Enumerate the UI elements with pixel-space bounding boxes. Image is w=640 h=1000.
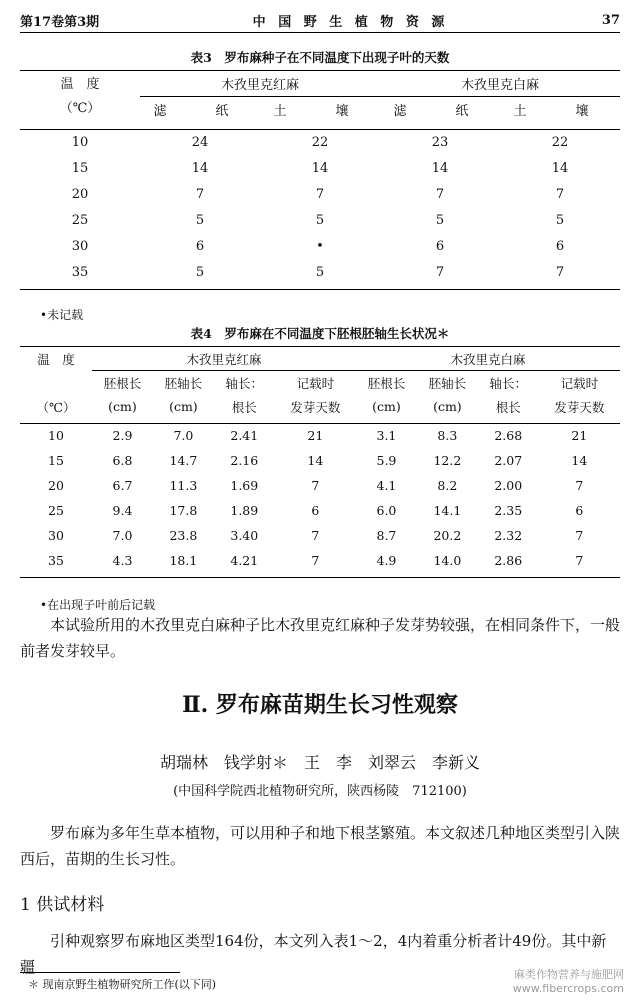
temperature-cell: 10 [48,428,64,444]
temp-unit: （℃） [36,399,76,415]
value-cell: 4.9 [376,553,397,568]
footnote: ＊ 现南京野生植物研究所工作(以下同) [28,978,217,991]
value-cell: 14.7 [169,453,198,468]
column-header-unit: 根长 [231,399,257,415]
value-cell: 2.00 [494,478,523,493]
temp-label: 温 度 [37,351,75,367]
table-row [20,523,620,548]
value-cell: 6 [195,238,205,254]
value-cell: 18.1 [169,553,198,568]
value-cell: 9.4 [112,503,133,518]
column-header: 胚轴长 [164,375,203,391]
value-cell: 2.16 [230,453,259,468]
value-cell: 7.0 [112,528,133,543]
table-row [20,473,620,498]
affiliation: (中国科学院西北植物研究所，陕西杨陵 712100) [173,784,467,799]
value-cell: 14.0 [433,553,462,568]
value-cell: 8.2 [437,478,458,493]
value-cell: 12.2 [433,453,462,468]
value-cell: 14 [191,160,209,176]
value-cell: 7 [311,478,320,493]
value-cell: 7 [195,186,205,202]
column-header-unit: 发芽天数 [290,399,341,415]
temperature-cell: 15 [71,160,89,176]
value-cell: 14 [551,160,569,176]
page-number: 37 [601,12,620,28]
value-cell: 2.41 [230,428,259,444]
table-4-note: •在出现子叶前后记载 [40,598,156,612]
subsection-heading: 1 供试材料 [20,895,105,915]
value-cell: 5 [435,212,445,228]
subhead-soil: 土 壤 [273,104,367,120]
column-header: 胚根长 [367,375,406,391]
value-cell: 5 [195,264,205,280]
value-cell: 6.8 [112,453,133,468]
column-header-unit: 根长 [495,399,521,415]
value-cell: 6 [555,238,565,254]
value-cell: 20.2 [433,528,462,543]
value-cell: 17.8 [169,503,198,518]
value-cell: 7 [315,186,325,202]
group-header-red: 木孜里克红麻 [140,71,380,97]
table-4-caption: 表4 罗布麻在不同温度下胚根胚轴生长状况＊ [190,326,450,341]
value-cell: 2.68 [494,428,523,444]
table-row [20,181,620,207]
table-3 [20,48,620,290]
table-row [20,498,620,523]
value-cell: 2.32 [494,528,523,543]
table-row [20,548,620,573]
temp-header: 温 度 （℃） [59,76,101,116]
value-cell: • [316,238,324,254]
value-cell: 7 [575,553,584,568]
value-cell: 2.07 [494,453,523,468]
temperature-cell: 30 [48,528,64,543]
table-4-grid [20,346,620,578]
column-header: 胚轴长 [428,375,467,391]
column-header: 轴长： [225,375,264,391]
column-header: 轴长： [489,375,528,391]
table-row [20,448,620,473]
value-cell: 8.3 [437,428,458,444]
value-cell: 21 [307,428,324,444]
value-cell: 5 [195,212,205,228]
value-cell: 7 [555,186,565,202]
subhead-soil: 土 壤 [513,104,607,120]
value-cell: 1.69 [230,478,259,493]
temperature-cell: 35 [71,264,89,280]
table-row [20,233,620,259]
value-cell: 22 [311,134,329,150]
value-cell: 3.1 [376,428,397,444]
authors: 胡瑞林 钱学射＊ 王 李 刘翠云 李新义 [159,753,480,772]
value-cell: 4.1 [376,478,397,493]
value-cell: 23 [431,134,449,150]
group-header-white: 木孜里克白麻 [356,347,620,371]
paragraph-intro: 罗布麻为多年生草本植物，可以用种子和地下根茎繁殖。本文叙述几种地区类型引入陕西后，苗期的生长习性。 [20,824,621,868]
column-header: 记载时 [560,375,599,391]
group-header-red: 木孜里克红麻 [92,347,356,371]
temperature-cell: 20 [71,186,89,202]
table-row [20,129,620,155]
value-cell: 4.21 [230,553,259,568]
value-cell: 5.9 [376,453,397,468]
footnote-rule [20,972,180,973]
value-cell: 7 [435,264,445,280]
value-cell: 14 [571,453,588,468]
table-row [20,207,620,233]
value-cell: 14.1 [433,503,462,518]
value-cell: 24 [191,134,209,150]
value-cell: 14 [431,160,449,176]
temperature-cell: 20 [48,478,64,493]
value-cell: 6 [435,238,445,254]
temperature-cell: 25 [71,212,89,228]
table-4 [20,324,620,578]
value-cell: 3.40 [230,528,259,543]
table-3-grid [20,70,620,290]
value-cell: 2.35 [494,503,523,518]
value-cell: 5 [555,212,565,228]
table-3-caption: 表3 罗布麻种子在不同温度下出现子叶的天数 [190,50,450,65]
value-cell: 7 [575,528,584,543]
paragraph-conclusion: 本试验所用的木孜里克白麻种子比木孜里克红麻种子发芽势较强，在相同条件下，一般前者发芽较早。 [20,616,621,660]
value-cell: 21 [571,428,588,444]
value-cell: 6.7 [112,478,133,493]
column-header-unit: 发芽天数 [554,399,605,415]
column-header-unit: (cm) [169,399,198,414]
value-cell: 7 [311,528,320,543]
value-cell: 6.0 [376,503,397,518]
journal-title: 中 国 野 生 植 物 资 源 [252,14,449,30]
subhead-filter-paper: 滤 纸 [393,104,487,120]
value-cell: 7.0 [173,428,194,444]
value-cell: 22 [551,134,569,150]
value-cell: 7 [555,264,565,280]
value-cell: 7 [435,186,445,202]
value-cell: 5 [315,212,325,228]
value-cell: 5 [315,264,325,280]
column-header: 胚根长 [103,375,142,391]
subhead-filter-paper: 滤 纸 [153,104,247,120]
table-row [20,155,620,181]
temperature-cell: 30 [71,238,89,254]
value-cell: 1.89 [230,503,259,518]
value-cell: 8.7 [376,528,397,543]
temperature-cell: 25 [48,503,64,518]
value-cell: 6 [311,503,320,518]
column-header-unit: (cm) [372,399,401,414]
value-cell: 14 [311,160,329,176]
value-cell: 14 [307,453,324,468]
column-header: 记载时 [296,375,335,391]
value-cell: 7 [311,553,320,568]
column-header-unit: (cm) [433,399,462,414]
table-row [20,423,620,448]
value-cell: 11.3 [169,478,198,493]
temperature-cell: 35 [48,553,64,568]
value-cell: 2.86 [494,553,523,568]
group-header-white: 木孜里克白麻 [380,71,620,97]
journal-issue: 第17卷第3期 [20,14,100,30]
temperature-cell: 10 [71,134,89,150]
value-cell: 6 [575,503,584,518]
column-header-unit: (cm) [108,399,137,414]
table-row [20,259,620,285]
value-cell: 7 [575,478,584,493]
table-3-note: •未记载 [40,308,84,322]
running-header [20,8,620,33]
paragraph-materials: 引种观察罗布麻地区类型164份，本文列入表1～2，4内着重分析者计49份。其中新疆 [20,932,607,976]
section-title: Ⅱ. 罗布麻苗期生长习性观察 [182,692,458,718]
value-cell: 4.3 [112,553,133,568]
temperature-cell: 15 [48,453,64,468]
watermark: 麻类作物营养与施肥网 www.fibercrops.com [512,968,624,995]
value-cell: 2.9 [112,428,133,444]
value-cell: 23.8 [169,528,198,543]
